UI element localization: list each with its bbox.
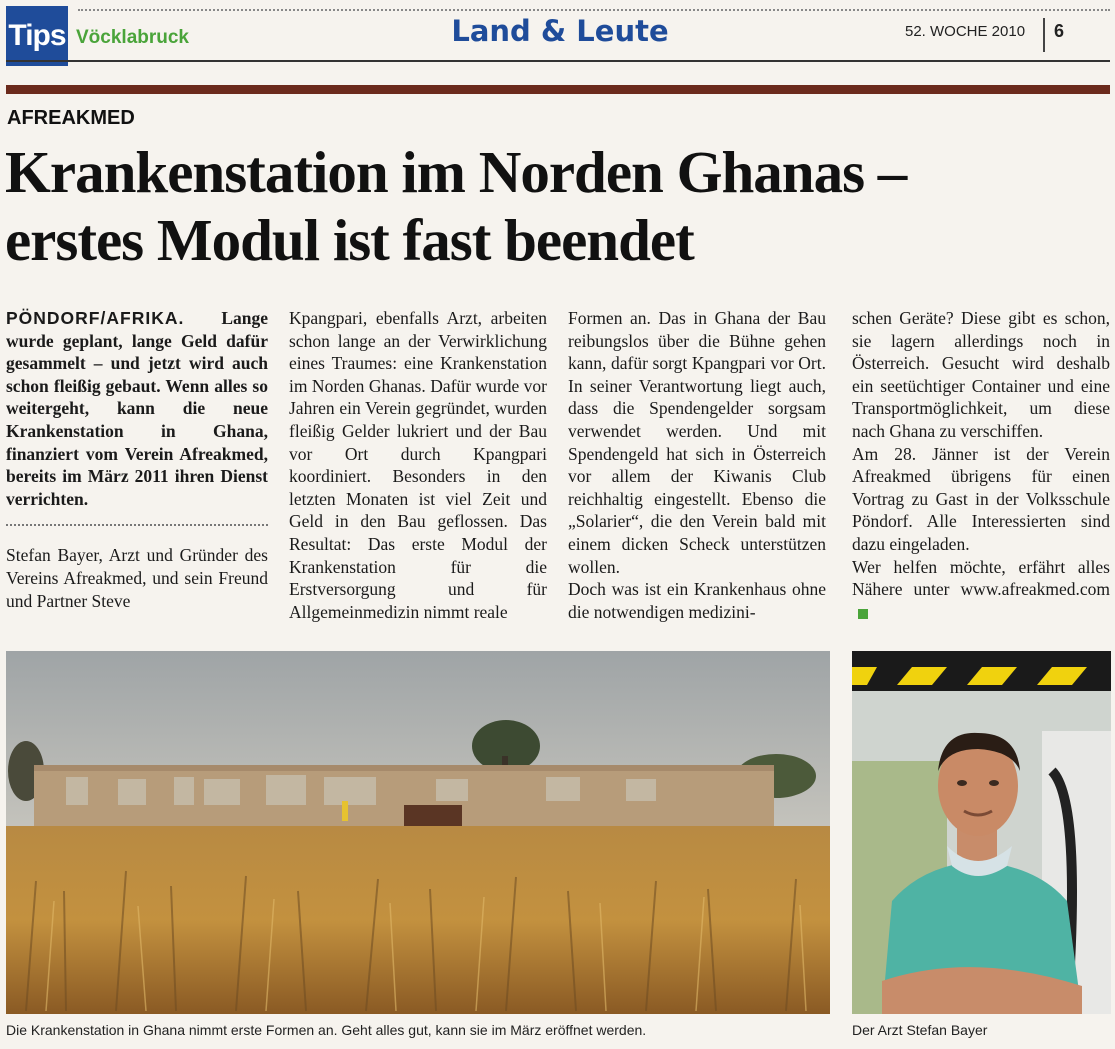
portrait-photo (852, 651, 1111, 1014)
portrait-photo-caption: Der Arzt Stefan Bayer (852, 1022, 988, 1038)
column-4-body-3 (852, 556, 1110, 624)
headline-line-2: erstes Modul ist fast beendet (5, 207, 694, 273)
construction-photo (6, 651, 830, 1014)
header-dotted-rule (78, 9, 1110, 11)
column-3-body-2: Doch was ist ein Krankenhaus ohne die notwendigen medizini- (568, 579, 826, 622)
article-column-3 (568, 307, 826, 623)
article-column-1 (6, 307, 268, 612)
headline-line-1: Krankenstation im Norden Ghanas – (5, 139, 907, 205)
column-1-body: Stefan Bayer, Arzt und Gründer des Vereins Afreakmed, und sein Freund und Partner Steve (6, 545, 268, 611)
column-4-body-2: Am 28. Jänner ist der Verein Afreakmed übrigens für einen Vortrag zu Gast in der Volksschule Pöndorf. Alle Interessierten sind dazu eingeladen. (852, 443, 1110, 554)
issue-week: 52. WOCHE 2010 (905, 23, 1026, 40)
article-column-4 (852, 307, 1110, 623)
column-3-body: Formen an. Das in Ghana der Bau reibungslos über die Bühne gehen kann, dafür sorgt Kpangpari vor Ort. In seiner Verantwortung liegt auch, dass die Spendengelder sorgsam verwendet werden. Und mit Spendengeld hat sich in Österreich vor allem der Kiwanis Club reichhaltig eingestellt. Ebenso die „Solarier“, die den Verein bald mit einem dicken Scheck unterstützen wollen. (568, 308, 826, 577)
article-lead (6, 307, 268, 510)
construction-photo-caption: Die Krankenstation in Ghana nimmt erste Formen an. Geht alles gut, kann sie im März eröffnet werden. (6, 1022, 647, 1038)
lead-location: PÖNDORF/AFRIKA. (6, 308, 185, 328)
construction-photo-illustration (6, 651, 830, 1014)
tips-logo: Tips (6, 6, 68, 66)
portrait-photo-illustration (852, 651, 1111, 1014)
lead-divider (6, 524, 268, 526)
article-kicker: AFREAKMED (7, 107, 135, 129)
article-headline (5, 138, 1110, 274)
header-rule (6, 60, 1110, 62)
section-color-bar (6, 85, 1110, 94)
end-mark-icon (858, 609, 868, 619)
header-separator (1043, 18, 1045, 52)
page-number: 6 (1054, 21, 1065, 41)
section-title: Land & Leute (451, 14, 669, 48)
region-label: Vöcklabruck (76, 27, 189, 48)
contact-text: Wer helfen möchte, erfährt alles Nähere unter www.afreakmed.com (852, 556, 1110, 600)
article-column-2 (289, 307, 547, 623)
column-2-body: Kpangpari, ebenfalls Arzt, arbeiten schon lange an der Verwirklichung eines Traumes: eine Krankenstation im Norden Ghanas. Dafür wurde vor Jahren ein Verein gegründet, wurden fleißig Gelder lukriert und der Bau vor Ort durch Kpangpari koordiniert. Besonders in den letzten Monaten ist viel Zeit und Geld in den Bau geflossen. Das Resultat: Das erste Modul der Krankenstation für die Erstversorgung und für Allgemeinmedizin nimmt reale (289, 308, 547, 622)
lead-text: Lange wurde geplant, lange Geld dafür gesammelt – und jetzt wird auch schon fleißig gebaut. Wenn alles so weitergeht, kann die neue Krankenstation in Ghana, finanziert vom Verein Afreakmed, bereits im März 2011 ihren Dienst verrichten. (6, 308, 268, 509)
column-4-body: schen Geräte? Diese gibt es schon, sie lagern allerdings noch in Österreich. Gesucht wird deshalb ein seetüchtiger Container und eine Transportmöglichkeit, um diese nach Ghana zu verschiffen. (852, 308, 1110, 441)
